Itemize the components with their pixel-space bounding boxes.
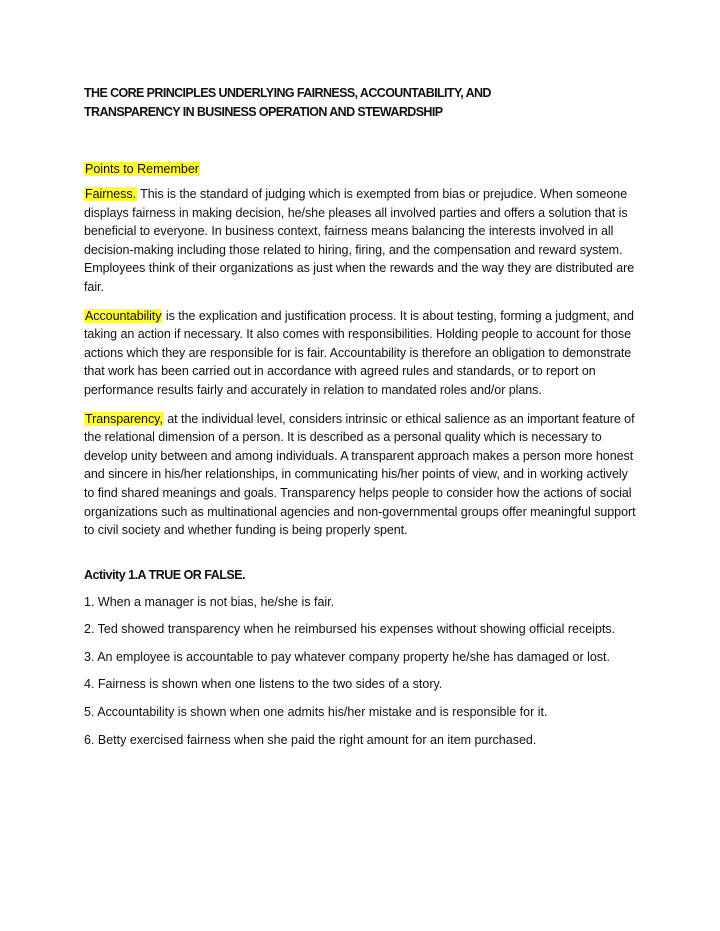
title-line-1: THE CORE PRINCIPLES UNDERLYING FAIRNESS, ACCOUNTABILITY, AND: [84, 86, 491, 100]
title-line-2: TRANSPARENCY IN BUSINESS OPERATION AND STEWARDSHIP: [84, 105, 443, 119]
activity-item-1: 1. When a manager is not bias, he/she is fair.: [84, 594, 335, 609]
activity-item-6: 6. Betty exercised fairness when she paid the right amount for an item purchased.: [84, 732, 537, 747]
accountability-text: is the explication and justification process. It is about testing, forming a judgment, and taking an action if necessary. It also comes with responsibilities. Holding people to account for those actions which they are responsible for is fair. Accountability is therefore an obligation to demonstrate that work has been carried out in accordance with agreed rules and standards, or to report on performance results fairly and accurately in relation to mandated roles and/or plans.: [84, 308, 634, 397]
accountability-paragraph: [84, 307, 640, 400]
highlighted-label: Points to Remember: [85, 162, 199, 176]
points-to-remember-label: [84, 160, 640, 179]
activity-item-5: 5. Accountability is shown when one admits his/her mistake and is responsible for it.: [84, 705, 548, 720]
fairness-term: Fairness.: [85, 187, 136, 201]
activity-item-3: 3. An employee is accountable to pay whatever company property he/she has damaged or lost.: [84, 649, 611, 664]
transparency-paragraph: [84, 410, 640, 540]
document-page: [84, 84, 640, 749]
accountability-term: Accountability: [85, 308, 162, 323]
transparency-text: at the individual level, considers intrinsic or ethical salience as an important feature of the relational dimension of a person. It is described as a personal quality which is necessary to develop unity between and among individuals. A transparent approach makes a person more honest and sincere in his/her relationships, in communicating his/her points of view, and in working actively to find shared meanings and goals. Transparency helps people to consider how the actions of social organizations such as multinational agencies and non-governmental groups offer meaningful support to civil society and whether funding is being properly spent.: [84, 411, 636, 538]
fairness-paragraph: [84, 185, 640, 297]
activity-title: Activity 1.A TRUE OR FALSE.: [84, 567, 246, 582]
transparency-term: Transparency,: [85, 411, 163, 426]
fairness-text: This is the standard of judging which is exempted from bias or prejudice. When someone displays fairness in making decision, he/she pleases all involved parties and offers a solution that is beneficial to everyone. In business context, fairness means balancing the interests involved in all decision-making including those related to hiring, firing, and the compensation and reward system. Employees think of their organizations as just when the rewards and the way they are distributed are fair.: [84, 187, 635, 294]
activity-item-2: 2. Ted showed transparency when he reimbursed his expenses without showing official receipts.: [84, 622, 616, 637]
activity-item-4: 4. Fairness is shown when one listens to the two sides of a story.: [84, 677, 443, 692]
document-title: [84, 84, 640, 122]
